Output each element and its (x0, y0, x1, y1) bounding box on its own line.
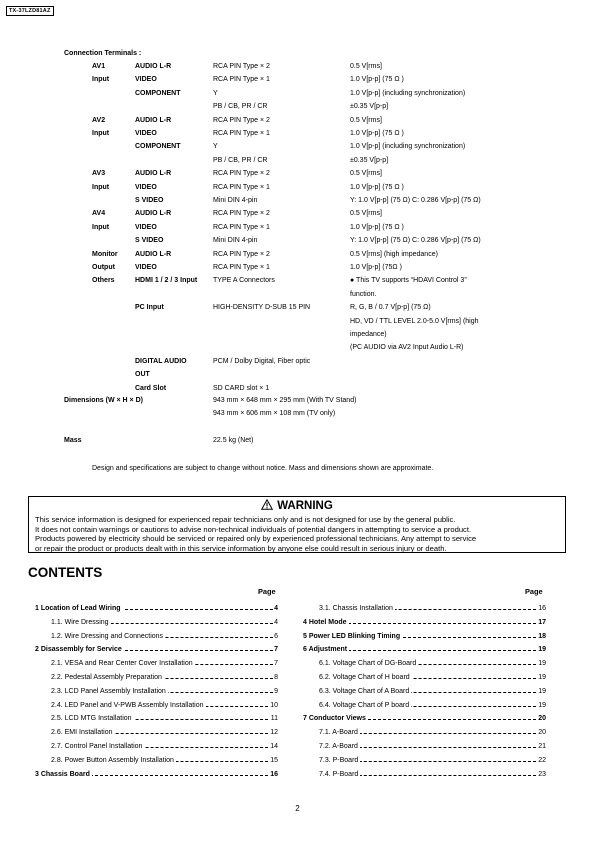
warning-line: or repair the product or products dealt with in this service information by anyone else could result in serious injury or death. (35, 543, 447, 553)
spec-c2-cell: COMPONENT (135, 89, 181, 97)
spec-c4-cell: Y: 1.0 V[p-p] (75 Ω) C: 0.286 V[p-p] (75 Ω) (350, 197, 481, 204)
toc-entry-page: 22 (538, 756, 546, 764)
toc-entry-label: 2.4. LED Panel and V-PWB Assembly Installation (51, 701, 204, 709)
spec-c4-cell: 1.0 V[p-p] (75 Ω ) (350, 130, 404, 137)
toc-entry-label: 4 Hotel Mode (303, 618, 347, 626)
spec-c4-cell: HD, VD / TTL LEVEL 2.0-5.0 V[rms] (high (350, 317, 479, 325)
toc-entry[interactable] (51, 755, 278, 766)
toc-entry-label: 1.2. Wire Dressing and Connections (51, 632, 164, 640)
toc-entry[interactable] (51, 727, 278, 738)
toc-entry-label: 6.3. Voltage Chart of A Board (319, 687, 410, 695)
toc-entry-page: 11 (270, 715, 278, 723)
spec-c4-cell: (PC AUDIO via AV2 Input Audio L-R) (350, 344, 464, 352)
toc-entry-page: 14 (270, 743, 278, 750)
spec-c4-cell: Y: 1.0 V[p-p] (75 Ω) C: 0.286 V[p-p] (75 Ω) (350, 237, 481, 245)
spec-c4-cell: 1.0 V[p-p] (including synchronization) (350, 89, 466, 97)
spec-c3-cell: Y (213, 143, 218, 151)
mass-label: Mass (64, 437, 82, 444)
toc-entry-page: 19 (538, 660, 546, 668)
spec-c2-cell: COMPONENT (135, 143, 181, 151)
spec-c4-cell: 0.5 V[rms] (350, 210, 382, 218)
toc-entry-label: 2.1. VESA and Rear Center Cover Installation (51, 660, 193, 668)
spec-c4-cell: impedance) (350, 331, 387, 338)
warning-triangle-icon (261, 499, 273, 510)
spec-section-title: Connection Terminals : (64, 50, 142, 57)
spec-c3-cell: HIGH-DENSITY D-SUB 15 PIN (213, 304, 311, 312)
spec-c3-cell: RCA PIN Type × 2 (213, 210, 270, 218)
spec-c3-cell: SD CARD slot × 1 (213, 384, 270, 392)
spec-c4-cell: 1.0 V[p-p] (75Ω ) (350, 264, 402, 271)
page-number: 2 (295, 804, 300, 813)
toc-entry[interactable] (319, 700, 546, 711)
toc-entry[interactable] (35, 603, 278, 614)
toc-entry-page: 12 (270, 729, 278, 737)
spec-c3-cell: RCA PIN Type × 2 (213, 250, 270, 258)
spec-c3-cell: RCA PIN Type × 1 (213, 183, 270, 191)
spec-c4-cell: R, G, B / 0.7 V[p-p] (75 Ω) (350, 304, 431, 312)
spec-c2-cell: HDMI 1 / 2 / 3 Input (135, 277, 198, 285)
toc-entry-page: 20 (538, 715, 546, 723)
toc-entry-page: 4 (274, 605, 278, 612)
toc-entry[interactable] (51, 700, 278, 711)
toc-entry-label: 7.3. P-Board (319, 756, 359, 764)
spec-c4-cell: ● This TV supports “HDAVI Control 3” (350, 277, 467, 285)
spec-c2-cell: AUDIO L-R (135, 250, 172, 258)
spec-c2-cell: S VIDEO (135, 237, 164, 245)
spec-c3-cell: Mini DIN 4-pin (213, 197, 258, 204)
spec-c2-cell: VIDEO (135, 223, 157, 231)
warning-heading (29, 499, 565, 512)
spec-c1-cell: AV3 (92, 170, 106, 178)
toc-entry-label: 1.1. Wire Dressing (51, 618, 109, 626)
toc-entry-label: 6 Adjustment (303, 646, 348, 654)
toc-entry[interactable] (319, 672, 546, 683)
toc-entry-page: 8 (274, 674, 278, 681)
toc-entry[interactable] (51, 617, 278, 628)
warning-line: It does not contain warnings or cautions to advise non-technical individuals of potential dangers in attempting to service a product. (35, 524, 472, 534)
toc-entry-page: 16 (270, 770, 278, 778)
spec-c2-cell: AUDIO L-R (135, 116, 172, 124)
spec-c1-cell: AV2 (92, 116, 106, 124)
spec-c1-cell: AV4 (92, 210, 106, 218)
spec-c1-cell: Input (92, 223, 110, 231)
dimensions-label: Dimensions (W × H × D) (64, 397, 143, 404)
toc-entry-label: 3.1. Chassis Installation (319, 605, 393, 612)
spec-c4-cell: 1.0 V[p-p] (75 Ω ) (350, 223, 404, 231)
warning-title: WARNING (277, 500, 333, 512)
toc-entry[interactable] (303, 644, 546, 655)
toc-entry[interactable] (51, 672, 278, 683)
warning-line: This service information is designed for experienced repair technicians only and is not designed for use by the general public. (35, 515, 456, 524)
toc-entry-label: 2.7. Control Panel Installation (51, 743, 143, 750)
toc-entry-page: 19 (538, 687, 546, 695)
toc-entry-label: 7.2. A-Board (319, 743, 358, 750)
toc-entry-page: 17 (538, 618, 546, 626)
toc-entry-page: 20 (538, 729, 546, 737)
spec-c2-cell: OUT (135, 371, 150, 379)
toc-entry[interactable] (51, 686, 278, 697)
toc-entry[interactable] (319, 755, 546, 766)
toc-entry[interactable] (319, 727, 546, 738)
spec-c2-cell: VIDEO (135, 264, 157, 271)
toc-entry-label: 2.8. Power Button Assembly Installation (51, 756, 174, 764)
spec-c2-cell: S VIDEO (135, 197, 164, 204)
contents-title: CONTENTS (28, 565, 103, 580)
spec-c3-cell: PCM / Dolby Digital, Fiber optic (213, 357, 311, 365)
spec-c4-cell: 1.0 V[p-p] (75 Ω ) (350, 76, 404, 84)
warning-box (28, 496, 566, 553)
spec-c4-cell: 1.0 V[p-p] (including synchronization) (350, 143, 466, 151)
toc-page-header-left: Page (258, 587, 276, 596)
spec-c4-cell: 0.5 V[rms] (350, 63, 382, 70)
spec-c3-cell: RCA PIN Type × 2 (213, 116, 270, 124)
spec-c4-cell: function. (350, 290, 377, 298)
toc-entry-page: 19 (538, 701, 546, 709)
warning-line: Products powered by electricity should be serviced or repaired only by experienced professional technicians. Any attempt to service (35, 534, 477, 543)
spec-c1-cell: Others (92, 277, 115, 285)
toc-entry-label: 6.4. Voltage Chart of P board (319, 701, 410, 709)
toc-entry-page: 16 (538, 605, 546, 612)
toc-entry-label: 6.1. Voltage Chart of DG-Board (319, 660, 417, 668)
spec-c2-cell: PC Input (135, 304, 164, 312)
toc-page-header-right: Page (525, 587, 543, 596)
spec-c4-cell: 1.0 V[p-p] (75 Ω ) (350, 183, 404, 191)
toc-entry[interactable] (319, 686, 546, 697)
toc-entry-page: 23 (538, 770, 546, 778)
spec-c3-cell: RCA PIN Type × 2 (213, 63, 270, 70)
toc-entry[interactable] (319, 769, 546, 780)
spec-c1-cell: AV1 (92, 63, 106, 70)
toc-entry-label: 2.6. EMI Installation (51, 729, 113, 737)
spec-c2-cell: AUDIO L-R (135, 63, 172, 70)
spec-c3-cell: RCA PIN Type × 1 (213, 76, 270, 84)
toc-entry-page: 19 (538, 646, 546, 654)
toc-entry-label: 6.2. Voltage Chart of H board (319, 674, 410, 681)
spec-c3-cell: PB / CB, PR / CR (213, 103, 268, 111)
toc-entry-page: 4 (274, 618, 278, 626)
dimensions-value-2: 943 mm × 606 mm × 108 mm (TV only) (213, 410, 336, 417)
toc-entry[interactable] (303, 617, 546, 628)
spec-note: Design and specifications are subject to change without notice. Mass and dimensions shown are approximate. (92, 465, 434, 472)
toc-entry-page: 18 (538, 632, 546, 640)
toc-entry-label: 2 Disassembly for Service (35, 646, 122, 654)
spec-c3-cell: RCA PIN Type × 1 (213, 130, 270, 137)
spec-c1-cell: Monitor (92, 250, 118, 258)
toc-entry[interactable] (319, 741, 546, 752)
toc-entry[interactable] (303, 631, 546, 642)
spec-c2-cell: VIDEO (135, 183, 157, 191)
toc-entry-page: 6 (274, 632, 278, 640)
mass-value: 22.5 kg (Net) (213, 437, 254, 444)
toc-entry-label: 7.4. P-Board (319, 770, 359, 778)
spec-c1-cell: Input (92, 76, 110, 84)
toc-entry-label: 1 Location of Lead Wiring (35, 605, 121, 612)
toc-entry[interactable] (303, 713, 546, 724)
spec-c3-cell: TYPE A Connectors (213, 277, 275, 285)
toc-entry-label: 7 Conductor Views (303, 715, 366, 723)
toc-entry-page: 19 (538, 674, 546, 681)
toc-entry[interactable] (51, 631, 278, 642)
spec-c2-cell: VIDEO (135, 76, 157, 84)
spec-c4-cell: 0.5 V[rms] (high impedance) (350, 250, 438, 258)
toc-entry-label: 2.2. Pedestal Assembly Preparation (51, 674, 162, 681)
toc-entry-page: 10 (270, 701, 278, 709)
toc-entry-label: 2.3. LCD Panel Assembly Installation (51, 687, 166, 695)
spec-c3-cell: RCA PIN Type × 2 (213, 170, 270, 178)
spec-c3-cell: Mini DIN 4-pin (213, 237, 258, 245)
toc-entry-label: 3 Chassis Board (35, 770, 90, 778)
toc-entry[interactable] (51, 713, 278, 724)
spec-c4-cell: ±0.35 V[p-p] (350, 103, 389, 111)
spec-c1-cell: Input (92, 183, 110, 191)
toc-entry[interactable] (35, 769, 278, 780)
toc-entry-page: 7 (274, 646, 278, 654)
toc-entry[interactable] (35, 644, 278, 655)
dimensions-value-1: 943 mm × 648 mm × 295 mm (With TV Stand) (213, 397, 357, 404)
spec-c2-cell: DIGITAL AUDIO (135, 357, 187, 365)
spec-c4-cell: 0.5 V[rms] (350, 170, 382, 178)
spec-c4-cell: ±0.35 V[p-p] (350, 156, 389, 164)
toc-entry-label: 2.5. LCD MTG Installation (51, 715, 132, 723)
spec-c4-cell: 0.5 V[rms] (350, 116, 382, 124)
toc-entry-page: 7 (274, 660, 278, 668)
spec-c2-cell: Card Slot (135, 384, 167, 392)
toc-entry[interactable] (319, 603, 546, 614)
toc-entry-label: 5 Power LED Blinking Timing (303, 632, 401, 640)
model-number: TX-37LZD81AZ (6, 6, 54, 16)
spec-c2-cell: AUDIO L-R (135, 210, 172, 218)
toc-entry-page: 21 (538, 743, 546, 750)
spec-c1-cell: Output (92, 264, 115, 271)
spec-c3-cell: RCA PIN Type × 1 (213, 223, 270, 231)
spec-c2-cell: VIDEO (135, 130, 157, 137)
spec-c2-cell: AUDIO L-R (135, 170, 172, 178)
spec-c3-cell: PB / CB, PR / CR (213, 156, 268, 164)
spec-c3-cell: RCA PIN Type × 1 (213, 264, 270, 271)
toc-entry[interactable] (51, 658, 278, 669)
toc-entry-page: 15 (270, 756, 278, 764)
toc-entry[interactable] (319, 658, 546, 669)
toc-entry-label: 7.1. A-Board (319, 729, 358, 737)
toc-entry-page: 9 (274, 687, 278, 695)
toc-entry[interactable] (51, 741, 278, 752)
spec-c3-cell: Y (213, 89, 218, 97)
spec-c1-cell: Input (92, 130, 110, 137)
